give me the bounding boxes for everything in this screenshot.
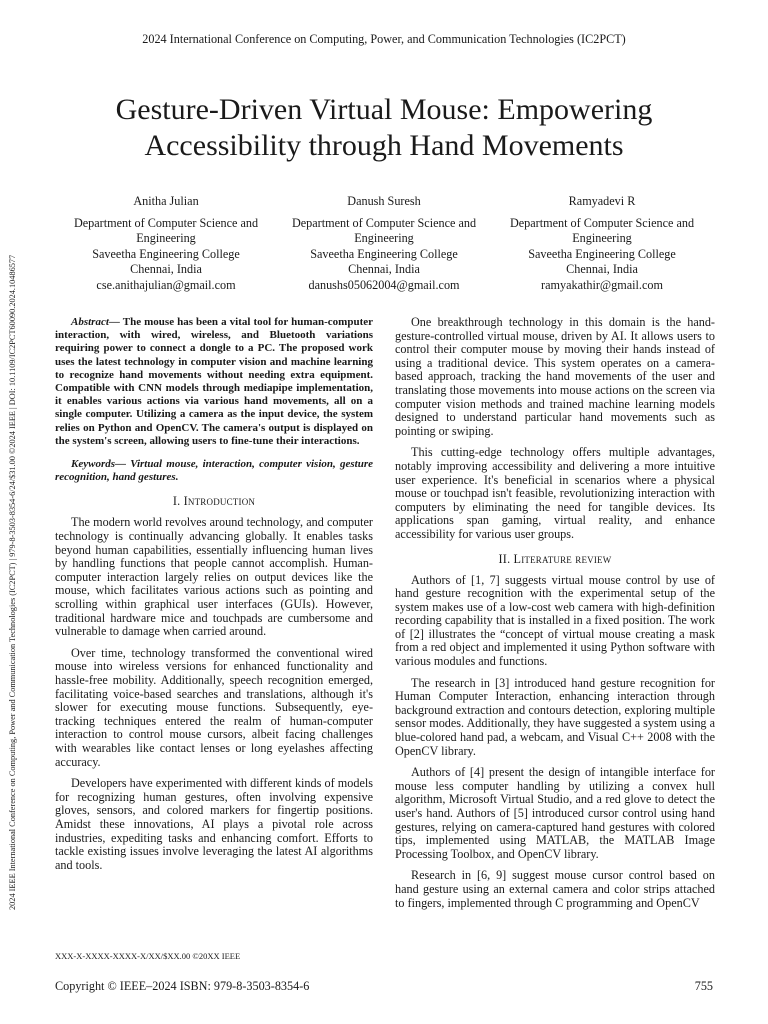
doi-sidebar: 2024 IEEE International Conference on Computing, Power and Communication Technologies (IC2PCT) | 979-8-3503-8354-6/24/$31.00 ©2024 IEEE | DOI: 10.1109/IC2PCT60090.2024.10486577: [8, 254, 17, 910]
section-heading-introduction: I. Introduction: [172, 494, 256, 509]
keywords-text: Virtual mouse, interaction, computer vision, gesture recognition, hand gestures.: [55, 458, 373, 484]
author-block: [58, 194, 710, 293]
author-dept: Department of Computer Science and Engineering: [73, 215, 259, 245]
author-city: Chennai, India: [566, 262, 638, 276]
author-3: [494, 194, 710, 293]
paragraph: Over time, technology transformed the conventional wired mouse into wireless versions for enhanced functionality and hassle-free mobility. Additionally, speech recognition emerged, facilitating voice-based searches and translations, although it's slower for executing mouse functions. Subsequently, eye-tracking techniques entered the realm of human-computer interaction to control mouse cursors, albeit facing challenges with wearables like contact lenses or long eyelashes affecting accuracy.: [55, 645, 373, 769]
author-dept: Department of Computer Science and Engineering: [509, 215, 695, 245]
author-2: [276, 194, 492, 293]
author-email[interactable]: ramyakathir@gmail.com: [541, 277, 663, 292]
paragraph: This cutting-edge technology offers multiple advantages, notably improving accessibility and delivering a more intuitive user experience. It's beneficial in scenarios where a physical mouse or touchpad isn't feasible, revolutionizing interaction with computers by eliminating the need for tangible devices. Its applications span gaming, virtual reality, and enhance accessibility for various user groups.: [395, 445, 715, 541]
footer-copyright: Copyright © IEEE–2024 ISBN: 979-8-3503-8354-6: [55, 979, 310, 993]
author-city: Chennai, India: [348, 262, 420, 276]
author-1: [58, 194, 274, 293]
paragraph: One breakthrough technology in this domain is the hand-gesture-controlled virtual mouse, driven by AI. It allows users to control their computer mouse by moving their hands instead of using a traditional device. This system operates on a camera-based approach, tracking the hand movements of the user and translating those movements into mouse actions on the screen via computer vision methods and trained machine learning models designed to understand particular hand movements such as pointing or swiping.: [395, 315, 715, 438]
author-name: Ramyadevi R: [568, 194, 636, 208]
paper-title: Gesture-Driven Virtual Mouse: Empowering Accessibility through Hand Movements: [115, 93, 653, 162]
author-dept: Department of Computer Science and Engineering: [291, 215, 477, 245]
abstract-text: The mouse has been a vital tool for human-computer interaction, with wired, wireless, and Bluetooth variations requiring power to connect a dongle to a PC. The proposed work uses the latest technology in computer vision and machine learning to recognize hand movements without needing extra equipment. Compatible with CNN models through mediapipe implementation, it enables various actions via various hand movements, all on a single computer. Utilizing a camera as the input device, the system relies on Python and OpenCV. The camera's output is displayed on the system's screen, allowing users to fine-tune their interactions.: [55, 316, 373, 447]
author-email[interactable]: cse.anithajulian@gmail.com: [96, 277, 236, 292]
paragraph: Research in [6, 9] suggest mouse cursor control based on hand gesture using an external camera and color strips attached to fingers, implemented through C programming and OpenCV: [395, 868, 715, 910]
keywords: [55, 458, 373, 484]
left-column: [55, 316, 373, 880]
section-heading-literature-review: II. Literature review: [498, 551, 612, 566]
author-city: Chennai, India: [130, 262, 202, 276]
paragraph: Authors of [4] present the design of intangible interface for mouse less computer handling by utilizing a convex hull algorithm, Microsoft Virtual Studio, and a red glove to detect the user's hand. Authors of [5] introduced cursor control using hand gestures, relying on camera-captured hand gestures with colored tips, implemented using MATLAB, the MATLAB Image Processing Toolbox, and OpenCV library.: [395, 765, 715, 861]
author-college: Saveetha Engineering College: [92, 246, 240, 261]
right-column: [395, 316, 715, 918]
paragraph: The modern world revolves around technology, and computer technology is continually advancing globally. It enables tasks beyond human capabilities, essentially influencing human lives by handling functions that people cannot accomplish. Human-computer interaction largely relies on output devices like the mouse, which facilitates various actions such as pointing and scrolling within graphical user interfaces (GUIs). However, traditional hardware mice and touchpads are cumbersome and vulnerable to damage when carried around.: [55, 515, 373, 639]
abstract-lead: Abstract—: [71, 316, 120, 328]
copyright-footnote: XXX-X-XXXX-XXXX-X/XX/$XX.00 ©20XX IEEE: [55, 951, 241, 961]
paragraph: Developers have experimented with different kinds of models for recognizing human gestures, often involving expensive gloves, sensors, and colored markers for fingertip positions. Amidst these innovations, AI plays a pivotal role across industries, expediting tasks and enhancing comfort. Efforts to tackle existing issues involve leveraging the latest AI algorithms and tools.: [55, 776, 373, 872]
page-number: 755: [694, 979, 713, 993]
author-name: Danush Suresh: [347, 194, 421, 208]
abstract: [55, 316, 373, 448]
author-name: Anitha Julian: [133, 194, 199, 208]
keywords-lead: Keywords—: [71, 458, 126, 471]
paragraph: Authors of [1, 7] suggests virtual mouse control by use of hand gesture recognition with the experimental setup of the system makes use of a low-cost web camera with high-definition recording capability that is installed in a fixed position. The work of [2] illustrates the “concept of virtual mouse creating a mask from a red object and implemented it using Python software with various modules and functions.: [395, 572, 715, 669]
author-college: Saveetha Engineering College: [310, 246, 458, 261]
paragraph: The research in [3] introduced hand gesture recognition for Human Computer Interaction, enhancing interaction through background extraction and contours detection, exploring multiple sensor modes. Additionally, they have suggested a system using a blue-colored hand pad, a webcam, and Visual C++ 2008 with the OpenCV library.: [395, 675, 715, 758]
conference-header: 2024 International Conference on Computing, Power, and Communication Technologies (IC2PCT): [142, 32, 626, 46]
author-college: Saveetha Engineering College: [528, 246, 676, 261]
author-email[interactable]: danushs05062004@gmail.com: [308, 277, 460, 292]
